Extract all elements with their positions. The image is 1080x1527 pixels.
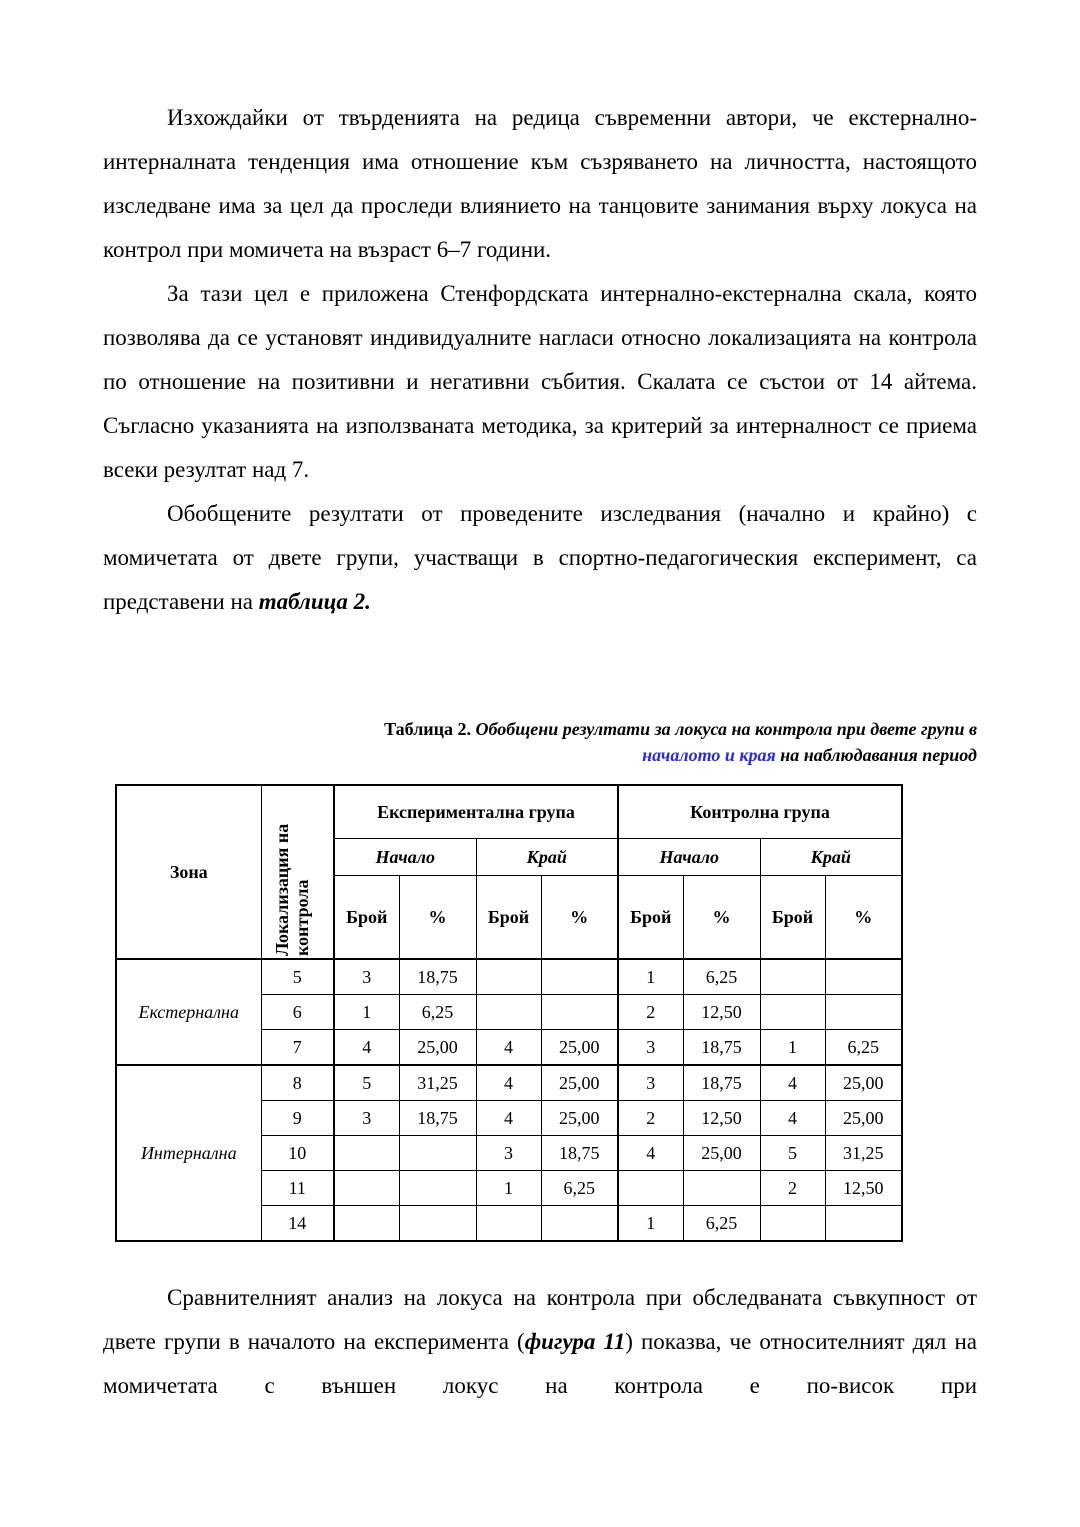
percent-cell: 25,00 bbox=[825, 1065, 902, 1101]
caption-title-highlight: началото и края bbox=[642, 745, 776, 765]
zone-internal: Интернална bbox=[116, 1065, 261, 1241]
count-header: Брой bbox=[334, 876, 399, 960]
count-cell: 4 bbox=[476, 1101, 541, 1136]
count-cell: 1 bbox=[760, 1030, 825, 1066]
caption-label: Таблица 2. bbox=[384, 719, 472, 739]
body-text-top bbox=[103, 96, 977, 624]
percent-cell: 6,25 bbox=[683, 1206, 760, 1242]
count-cell: 1 bbox=[476, 1171, 541, 1206]
percent-cell: 6,25 bbox=[825, 1030, 902, 1066]
count-cell: 4 bbox=[476, 1065, 541, 1101]
count-cell: 3 bbox=[618, 1030, 683, 1066]
table-reference: таблица 2. bbox=[258, 589, 371, 614]
table-row bbox=[116, 1065, 902, 1101]
count-cell: 5 bbox=[334, 1065, 399, 1101]
caption-title-part1: Обобщени резултати за локуса на контрола при двете групи в bbox=[475, 719, 977, 739]
percent-cell bbox=[541, 1206, 618, 1242]
ctrl-end-header: Край bbox=[760, 839, 902, 876]
count-cell: 4 bbox=[334, 1030, 399, 1066]
zone-header: Зона bbox=[116, 785, 261, 959]
count-cell: 3 bbox=[334, 1101, 399, 1136]
percent-header: % bbox=[399, 876, 476, 960]
percent-cell bbox=[541, 959, 618, 995]
localization-value: 11 bbox=[261, 1171, 334, 1206]
count-cell bbox=[334, 1136, 399, 1171]
ctrl-start-header: Начало bbox=[618, 839, 760, 876]
count-cell: 4 bbox=[760, 1065, 825, 1101]
localization-value: 14 bbox=[261, 1206, 334, 1242]
count-header: Брой bbox=[476, 876, 541, 960]
results-table-body bbox=[116, 959, 902, 1241]
count-cell bbox=[760, 1206, 825, 1242]
percent-header: % bbox=[683, 876, 760, 960]
count-cell: 4 bbox=[760, 1101, 825, 1136]
experimental-group-header: Експериментална група bbox=[334, 785, 618, 839]
count-cell: 1 bbox=[618, 1206, 683, 1242]
percent-cell: 12,50 bbox=[683, 995, 760, 1030]
table-caption bbox=[103, 716, 977, 768]
percent-cell: 12,50 bbox=[683, 1101, 760, 1136]
percent-cell: 25,00 bbox=[825, 1101, 902, 1136]
percent-cell bbox=[683, 1171, 760, 1206]
percent-cell: 6,25 bbox=[399, 995, 476, 1030]
control-group-header: Контролна група bbox=[618, 785, 902, 839]
percent-cell: 18,75 bbox=[399, 1101, 476, 1136]
percent-cell: 18,75 bbox=[541, 1136, 618, 1171]
count-header: Брой bbox=[618, 876, 683, 960]
table-row bbox=[116, 959, 902, 995]
percent-cell: 31,25 bbox=[399, 1065, 476, 1101]
percent-cell: 18,75 bbox=[683, 1065, 760, 1101]
percent-cell: 6,25 bbox=[683, 959, 760, 995]
count-cell bbox=[476, 1206, 541, 1242]
count-cell bbox=[760, 995, 825, 1030]
count-cell: 3 bbox=[618, 1065, 683, 1101]
percent-cell bbox=[399, 1206, 476, 1242]
count-cell bbox=[334, 1206, 399, 1242]
count-cell bbox=[618, 1171, 683, 1206]
percent-cell: 25,00 bbox=[683, 1136, 760, 1171]
count-cell bbox=[476, 959, 541, 995]
percent-cell bbox=[399, 1136, 476, 1171]
zone-external: Екстернална bbox=[116, 959, 261, 1065]
localization-value: 8 bbox=[261, 1065, 334, 1101]
localization-value: 9 bbox=[261, 1101, 334, 1136]
percent-cell: 18,75 bbox=[683, 1030, 760, 1066]
percent-cell: 25,00 bbox=[541, 1065, 618, 1101]
body-text-bottom bbox=[103, 1276, 977, 1408]
localization-value: 6 bbox=[261, 995, 334, 1030]
count-cell: 2 bbox=[618, 1101, 683, 1136]
results-table bbox=[115, 784, 903, 1242]
count-cell bbox=[334, 1171, 399, 1206]
percent-cell bbox=[825, 1206, 902, 1242]
percent-header: % bbox=[541, 876, 618, 960]
percent-cell: 6,25 bbox=[541, 1171, 618, 1206]
count-cell bbox=[760, 959, 825, 995]
localization-value: 5 bbox=[261, 959, 334, 995]
percent-cell: 12,50 bbox=[825, 1171, 902, 1206]
count-cell: 2 bbox=[618, 995, 683, 1030]
localization-value: 7 bbox=[261, 1030, 334, 1066]
paragraph-4: Сравнителният анализ на локуса на контрола при обследваната съвкупност от двете групи в началото на експеримента (фигура 11) показва, че относителният дял на момичетата с външен локус на контрола е по-висок при bbox=[103, 1285, 977, 1398]
percent-cell bbox=[399, 1171, 476, 1206]
localization-value: 10 bbox=[261, 1136, 334, 1171]
count-cell: 1 bbox=[334, 995, 399, 1030]
percent-cell bbox=[541, 995, 618, 1030]
exp-end-header: Край bbox=[476, 839, 618, 876]
count-cell bbox=[476, 995, 541, 1030]
count-cell: 5 bbox=[760, 1136, 825, 1171]
percent-header: % bbox=[825, 876, 902, 960]
count-cell: 1 bbox=[618, 959, 683, 995]
figure-reference: фигура 11 bbox=[524, 1329, 626, 1354]
percent-cell: 18,75 bbox=[399, 959, 476, 995]
caption-title-part2: на наблюдавания период bbox=[780, 745, 977, 765]
count-header: Брой bbox=[760, 876, 825, 960]
count-cell: 4 bbox=[476, 1030, 541, 1066]
exp-start-header: Начало bbox=[334, 839, 476, 876]
count-cell: 4 bbox=[618, 1136, 683, 1171]
percent-cell bbox=[825, 959, 902, 995]
count-cell: 3 bbox=[476, 1136, 541, 1171]
percent-cell bbox=[825, 995, 902, 1030]
percent-cell: 25,00 bbox=[399, 1030, 476, 1066]
percent-cell: 25,00 bbox=[541, 1030, 618, 1066]
percent-cell: 31,25 bbox=[825, 1136, 902, 1171]
paragraph-1: Изхождайки от твърденията на редица съвременни автори, че екстернално-интерналната тенденция има отношение към съзряването на личността, настоящото изследване има за цел да проследи влиянието на танцовите занимания върху локуса на контрол при момичета на възраст 6–7 години. bbox=[103, 105, 977, 262]
count-cell: 3 bbox=[334, 959, 399, 995]
paragraph-2: За тази цел е приложена Стенфордската интернално-екстернална скала, която позволява да се установят индивидуалните нагласи относно локализацията на контрола по отношение на позитивни и негативни събития. Скалата се състои от 14 айтема. Съгласно указанията на използваната методика, за критерий за интерналност се приема всеки резултат над 7. bbox=[103, 281, 977, 482]
localization-header: Локализация на контрола bbox=[261, 785, 334, 959]
percent-cell: 25,00 bbox=[541, 1101, 618, 1136]
paragraph-3-text: Обобщените резултати от проведените изследвания (начално и крайно) с момичетата от двете групи, участващи в спортно-педагогическия експеримент, са представени на bbox=[103, 501, 977, 614]
count-cell: 2 bbox=[760, 1171, 825, 1206]
paragraph-3 bbox=[103, 492, 977, 624]
